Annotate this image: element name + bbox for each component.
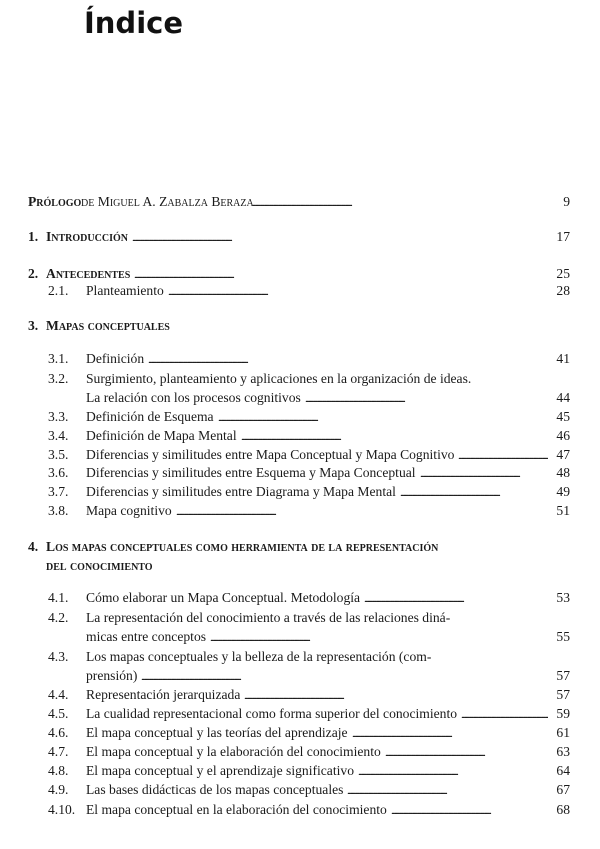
entry-number: 3.3.	[48, 409, 69, 424]
page-number: 9	[563, 194, 570, 209]
entry-title: La representación del conocimiento a través de las relaciones diná-	[86, 610, 451, 625]
entry-title: Mapas conceptuales	[46, 318, 170, 333]
toc-entry[interactable]	[0, 761, 600, 780]
dot-leader	[420, 463, 548, 482]
entry-title: Diferencias y similitudes entre Diagrama y Mapa Mental	[86, 484, 396, 499]
dot-leader	[244, 685, 548, 704]
page-number: 46	[556, 428, 570, 443]
entry-title: Representación jerarquizada	[86, 687, 241, 702]
entry-title: Definición	[86, 351, 145, 366]
toc-entry[interactable]	[0, 482, 600, 501]
toc-entry[interactable]	[0, 407, 600, 426]
entry-title: Los mapas conceptuales y la belleza de la representación (com-	[86, 649, 432, 664]
entry-number: 4.5.	[48, 706, 69, 721]
entry-number: 4.6.	[48, 725, 69, 740]
page-number: 51	[556, 503, 570, 518]
page-number: 41	[556, 351, 570, 366]
page-number: 48	[556, 465, 570, 480]
entry-title: La relación con los procesos cognitivos	[86, 390, 301, 405]
entry-author: de Miguel A. Zabalza Beraza	[81, 194, 254, 209]
toc-entry[interactable]	[0, 780, 600, 799]
dot-leader	[141, 666, 548, 685]
toc-entry[interactable]	[0, 666, 600, 685]
toc-entry[interactable]	[0, 556, 600, 575]
page-number: 64	[556, 763, 570, 778]
toc-entry[interactable]	[0, 704, 600, 723]
toc-entry[interactable]	[0, 369, 600, 388]
entry-number: 3.2.	[48, 371, 69, 386]
entry-title: El mapa conceptual y el aprendizaje significativo	[86, 763, 354, 778]
page-number: 61	[556, 725, 570, 740]
dot-leader	[400, 482, 548, 501]
page-number: 49	[556, 484, 570, 499]
page-number: 28	[556, 283, 570, 298]
page-number: 67	[556, 782, 570, 797]
dot-leader	[148, 349, 548, 368]
dot-leader	[168, 281, 548, 300]
dot-leader	[391, 800, 548, 819]
entry-number: 3.7.	[48, 484, 69, 499]
entry-number: 4.3.	[48, 649, 69, 664]
entry-number: 4.4.	[48, 687, 69, 702]
entry-title: Surgimiento, planteamiento y aplicaciones en la organización de ideas.	[86, 371, 472, 386]
entry-title: Planteamiento	[86, 283, 164, 298]
entry-title: Definición de Mapa Mental	[86, 428, 237, 443]
page-number: 53	[556, 590, 570, 605]
toc-entry[interactable]	[0, 281, 600, 300]
toc-entry[interactable]	[0, 426, 600, 445]
toc-entry[interactable]	[0, 608, 600, 627]
dot-leader	[385, 742, 548, 761]
dot-leader	[461, 704, 548, 723]
entry-title: micas entre conceptos	[86, 629, 207, 644]
dot-leader	[241, 426, 548, 445]
dot-leader	[347, 780, 548, 799]
entry-number: 3.	[28, 318, 39, 333]
entry-title: Definición de Esquema	[86, 409, 214, 424]
dot-leader	[210, 627, 548, 646]
entry-title: Las bases didácticas de los mapas conceptuales	[86, 782, 344, 797]
toc-entry[interactable]	[0, 588, 600, 607]
toc-entry[interactable]	[0, 627, 600, 646]
entry-number: 3.1.	[48, 351, 69, 366]
page-number: 45	[556, 409, 570, 424]
entry-number: 4.7.	[48, 744, 69, 759]
dot-leader	[218, 407, 548, 426]
toc-entry[interactable]	[0, 537, 600, 556]
toc-entry[interactable]	[0, 647, 600, 666]
entry-number: 3.5.	[48, 447, 69, 462]
dot-leader	[305, 388, 548, 407]
entry-number: 4.10.	[48, 802, 76, 817]
entry-number: 3.8.	[48, 503, 69, 518]
entry-number: 3.4.	[48, 428, 69, 443]
entry-number: 1.	[28, 229, 39, 244]
entry-title: La cualidad representacional como forma superior del conocimiento	[86, 706, 458, 721]
entry-number: 4.2.	[48, 610, 69, 625]
toc-entry[interactable]	[0, 388, 600, 407]
entry-number: 4.9.	[48, 782, 69, 797]
page-number: 57	[556, 687, 570, 702]
entry-title: del conocimiento	[46, 558, 153, 573]
entry-number: 4.8.	[48, 763, 69, 778]
toc-entry[interactable]	[0, 445, 600, 464]
dot-leader	[458, 445, 548, 464]
toc-entry[interactable]	[0, 800, 600, 819]
entry-title: Diferencias y similitudes entre Esquema y Mapa Conceptual	[86, 465, 416, 480]
page-number: 17	[556, 229, 570, 244]
entry-title: Cómo elaborar un Mapa Conceptual. Metodología	[86, 590, 361, 605]
dot-leader	[176, 501, 548, 520]
dot-leader	[358, 761, 548, 780]
toc-entry[interactable]	[0, 192, 600, 211]
toc-entry[interactable]	[0, 349, 600, 368]
entry-number: 3.6.	[48, 465, 69, 480]
entry-title: prensión)	[86, 668, 138, 683]
toc-entry[interactable]	[0, 685, 600, 704]
entry-number: 4.	[28, 539, 39, 554]
page-number: 63	[556, 744, 570, 759]
entry-number: 4.1.	[48, 590, 69, 605]
toc-entry[interactable]	[0, 316, 600, 335]
page-number: 57	[556, 668, 570, 683]
dot-leader	[364, 588, 548, 607]
entry-title: Antecedentes	[46, 266, 131, 281]
page-number: 55	[556, 629, 570, 644]
toc-entry[interactable]	[0, 463, 600, 482]
entry-title: Prólogo	[28, 194, 82, 209]
toc-entry[interactable]	[0, 742, 600, 761]
page-number: 59	[556, 706, 570, 721]
page-number: 47	[556, 447, 570, 462]
entry-title: Mapa cognitivo	[86, 503, 172, 518]
toc-entry[interactable]	[0, 227, 600, 246]
entry-title: Diferencias y similitudes entre Mapa Conceptual y Mapa Cognitivo	[86, 447, 455, 462]
toc-entry[interactable]	[0, 723, 600, 742]
page-number: 44	[556, 390, 570, 405]
entry-title: Introducción	[46, 229, 128, 244]
dot-leader	[252, 192, 548, 211]
dot-leader	[352, 723, 548, 742]
entry-number: 2.1.	[48, 283, 69, 298]
dot-leader	[132, 227, 548, 246]
page-number: 25	[556, 266, 570, 281]
entry-title: El mapa conceptual y las teorías del aprendizaje	[86, 725, 348, 740]
page-title: Índice	[84, 6, 183, 40]
entry-number: 2.	[28, 266, 39, 281]
entry-title: El mapa conceptual y la elaboración del conocimiento	[86, 744, 381, 759]
entry-title: Los mapas conceptuales como herramienta de la representación	[46, 539, 439, 554]
toc-entry[interactable]	[0, 501, 600, 520]
page-number: 68	[556, 802, 570, 817]
entry-title: El mapa conceptual en la elaboración del conocimiento	[86, 802, 387, 817]
